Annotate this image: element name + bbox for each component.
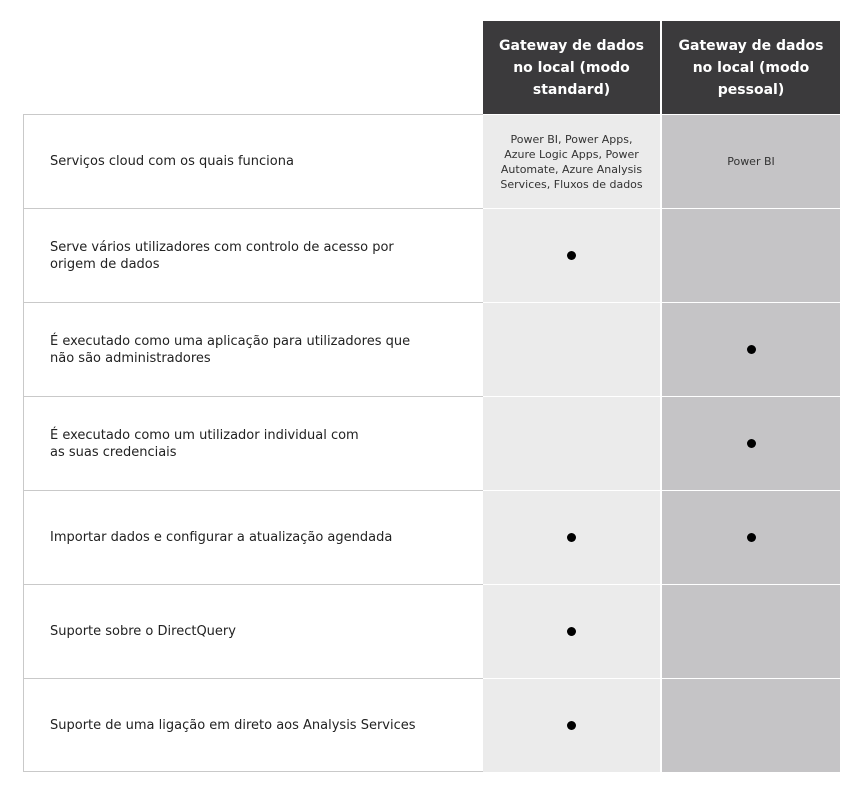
column-header-personal-label: Gateway de dados no local (modo pessoal) bbox=[678, 38, 824, 98]
row-label bbox=[23, 396, 483, 490]
supported-dot-icon bbox=[747, 345, 756, 354]
row-label-text: Importar dados e configurar a atualização agendada bbox=[50, 530, 393, 545]
row-label bbox=[23, 490, 483, 584]
table-row bbox=[23, 302, 840, 396]
cell-personal bbox=[662, 678, 840, 772]
supported-dot-icon bbox=[567, 533, 576, 542]
supported-dot-icon bbox=[747, 439, 756, 448]
supported-dot-icon bbox=[567, 251, 576, 260]
cell-personal bbox=[662, 208, 840, 302]
supported-dot-icon bbox=[747, 533, 756, 542]
cell-standard bbox=[483, 678, 660, 772]
column-header-personal bbox=[662, 21, 840, 115]
cell-personal-text: Power BI bbox=[727, 155, 775, 168]
table-row bbox=[23, 584, 840, 678]
table-bottom-border bbox=[23, 771, 483, 772]
table-row bbox=[23, 678, 840, 772]
row-label bbox=[23, 678, 483, 772]
supported-dot-icon bbox=[567, 721, 576, 730]
cell-standard bbox=[483, 302, 660, 396]
cell-personal bbox=[662, 396, 840, 490]
row-label-text: É executado como um utilizador individual com as suas credenciais bbox=[50, 427, 359, 460]
cell-personal bbox=[662, 584, 840, 678]
row-label-text: Suporte sobre o DirectQuery bbox=[50, 624, 236, 639]
cell-standard bbox=[483, 114, 660, 208]
comparison-table bbox=[23, 114, 840, 772]
supported-dot-icon bbox=[567, 627, 576, 636]
row-label-text: Serve vários utilizadores com controlo de acesso por origem de dados bbox=[50, 239, 394, 272]
row-label bbox=[23, 584, 483, 678]
row-label bbox=[23, 208, 483, 302]
cell-standard bbox=[483, 490, 660, 584]
cell-standard bbox=[483, 584, 660, 678]
cell-standard-text: Power BI, Power Apps, Azure Logic Apps, Power Automate, Azure Analysis Services, Fluxos de dados bbox=[500, 132, 643, 191]
column-header-standard-label: Gateway de dados no local (modo standard) bbox=[499, 38, 644, 98]
row-label bbox=[23, 302, 483, 396]
table-row bbox=[23, 114, 840, 208]
row-label-text: Serviços cloud com os quais funciona bbox=[50, 154, 294, 169]
column-header-standard bbox=[483, 21, 660, 115]
table-row bbox=[23, 208, 840, 302]
cell-personal bbox=[662, 114, 840, 208]
cell-personal bbox=[662, 302, 840, 396]
row-label-text: Suporte de uma ligação em direto aos Analysis Services bbox=[50, 718, 416, 733]
cell-standard bbox=[483, 208, 660, 302]
row-label bbox=[23, 114, 483, 208]
table-row bbox=[23, 490, 840, 584]
cell-standard bbox=[483, 396, 660, 490]
row-label-text: É executado como uma aplicação para utilizadores que não são administradores bbox=[50, 333, 411, 366]
table-row bbox=[23, 396, 840, 490]
cell-personal bbox=[662, 490, 840, 584]
